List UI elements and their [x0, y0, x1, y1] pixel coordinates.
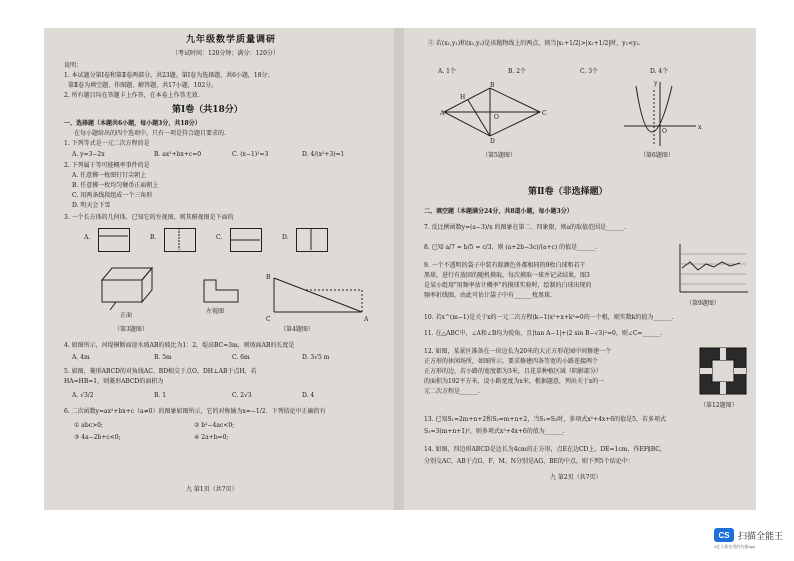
question-9-line2: 黑球，进行有放回的随机摸取，每次摸取一球并记录结果，图3: [424, 272, 590, 279]
note-line: 第Ⅱ卷为填空题、作图题、解答题，共17小题，102分。: [68, 82, 218, 89]
q6-option-a: A. 1个: [438, 68, 456, 75]
fig4-point-b: B: [266, 274, 271, 281]
question-14-line2: 分别交AC、AB于点G、F，M、N分别是AG、BE的中点，则下列5个结论中：: [424, 458, 634, 465]
fig4-point-c: C: [266, 316, 271, 323]
fig5-point-a: A: [440, 110, 445, 117]
question-14-line1: 14. 如图，四边形ABCD是边长为4cm的正方形，点E在边CD上，DE=1cm，作EF∥BC，: [424, 446, 666, 453]
q6-option-b: B. 2个: [508, 68, 527, 75]
mc-section-head: 一、选择题（本题共6小题，每小题3分，共18分）: [64, 120, 201, 127]
camscanner-tagline: 3亿人都在用的扫描App: [714, 544, 756, 549]
fig6-x-label: x: [698, 124, 702, 131]
question-4: 4. 如图所示，河堤横断面迎水坡AB的坡比为1：2，堤高BC=3m，则坡面AB的长度是: [64, 342, 295, 349]
question-5-line1: 5. 如图，菱形ABCD的对角线AC、BD相交于点O，DH⊥AB于点H，若: [64, 368, 257, 375]
question-9-line3: 是某小组用"用频率估计概率"的摸球实验时，绘制的白球出现的: [424, 282, 592, 289]
fig3-cuboid: [94, 256, 164, 312]
scanner-watermark: [714, 528, 784, 549]
part1-title: 第Ⅰ卷（共18分）: [172, 105, 243, 115]
fig4-caption: （第4题图）: [280, 326, 314, 333]
q6-statement-3: ③ 4a−2b+c<0;: [74, 434, 121, 441]
fig5-point-d: D: [490, 138, 495, 145]
exam-page-2: [404, 28, 756, 510]
question-13-line1: 13. 已知S₁=2m+n+2和S₂=m+n+2，当S₁=S₂时，多项式x²+4x+6的值是5，若多项式: [424, 416, 666, 423]
q6-statement-1: ① abc>0;: [74, 422, 103, 429]
mc-section-note: 在每小题给出的四个选项中，只有一项是符合题目要求的.: [74, 130, 226, 137]
fig9-frequency-chart: [674, 240, 750, 298]
fig5-caption: （第5题图）: [482, 152, 516, 159]
fig3-caption: （第3题图）: [114, 326, 148, 333]
q3-option-c: C.: [216, 234, 223, 241]
question-2: 2. 下列属于等可能概率事件的是: [64, 162, 150, 169]
question-12-line4: 的面积为192平方米，设小路宽度为x米，根据题意，列出关于x的一: [424, 378, 605, 385]
page-2-footer: 九 第2页（共7页）: [550, 474, 602, 481]
q4-option-a: A. 4m: [72, 354, 90, 361]
fig6-y-label: y: [654, 80, 658, 87]
q4-option-b: B. 5m: [154, 354, 172, 361]
exam-subtitle: （考试时间：120分钟；满分：120分）: [172, 50, 279, 57]
fig3-left-view-figure: [202, 276, 242, 306]
question-3: 3. 一个长方体的几何体，已知它的左视图，则其俯视图是下面的: [64, 214, 234, 221]
q6-statement-2: ② b²−4ac<0;: [194, 422, 235, 429]
note-line: 1. 本试题分第Ⅰ卷和第Ⅱ卷两部分，共23题。第Ⅰ卷为选择题，共6小题，18分；: [64, 72, 274, 79]
fig6-origin-label: O: [662, 128, 667, 135]
q5-option-a: A. √3/2: [72, 392, 94, 399]
fig5-point-b: B: [490, 82, 495, 89]
q2-option-d: D. 明天会下雪: [72, 202, 111, 209]
q1-option-d: D. 4/(x²+3)=1: [302, 151, 345, 158]
fig6-parabola: [620, 80, 700, 150]
fig4-embankment: [266, 272, 374, 322]
question-11: 11. 在△ABC中，∠A和∠B均为锐角，且|tan A−1|+(2 sin B−√3)²=0，则∠C=______.: [424, 330, 663, 337]
note-line: 2. 所有题目均在答题卡上作答，在本卷上作答无效.: [64, 92, 200, 99]
q6-option-d: D. 4个: [650, 68, 669, 75]
q4-option-d: D. 3√5 m: [302, 354, 330, 361]
q1-option-c: C. (x−1)²=3: [232, 151, 269, 158]
q5-option-d: D. 4: [302, 392, 315, 399]
question-12-line1: 12. 如图，某景区准备在一块边长为20米的大正方形花园中间修建一个: [424, 348, 612, 355]
fill-section-head: 二、填空题（本题满分24分，共8道小题，每小题3分）: [424, 208, 573, 215]
q6-statement-5: ⑤ 若(x₁,y₁)和(x₂,y₂)是该抛物线上的两点，则当|x₁+1/2|>|x₂+1/2|时，y₁<y₂.: [428, 40, 641, 47]
q1-option-a: A. y=3−2x: [72, 151, 105, 158]
exam-title: 九年级数学质量调研: [186, 35, 277, 45]
fig12-garden: [698, 346, 748, 398]
q6-option-c: C. 3个: [580, 68, 599, 75]
q2-option-c: C. 用两条线段组成一个三角形: [72, 192, 153, 199]
question-6: 6. 二次函数y=ax²+bx+c（a≠0）的图象如图所示，它的对称轴为x=−1/2．下列结论中正确的有: [64, 408, 326, 415]
q5-option-c: C. 2√3: [232, 392, 252, 399]
camscanner-name: 扫描全能王: [738, 530, 784, 541]
question-12-line5: 元二次方程是______.: [424, 388, 480, 395]
q3-option-d: D.: [282, 234, 289, 241]
fig9-caption: （第9题图）: [686, 300, 720, 307]
fig12-caption: （第12题图）: [700, 402, 738, 409]
fig5-point-o: O: [494, 114, 499, 121]
fig5-point-c: C: [542, 110, 547, 117]
left-view-label: 左视图: [206, 308, 225, 315]
fig4-point-a: A: [364, 316, 369, 323]
question-9-line4: 频率折线图，由此可估计袋子中有______枚黑球.: [424, 292, 552, 299]
q4-option-c: C. 6m: [232, 354, 250, 361]
question-8: 8. 已知 a/7 = b/5 = c/3，则 (a+2b−3c)/(a+c) 的值是______.: [424, 244, 598, 251]
question-12-line3: 正方形的边，若小路的宽度都为3米，且花草种植区域（阴影部分）: [424, 368, 602, 375]
fig5-point-h: H: [460, 94, 466, 101]
scanned-exam-spread: [44, 28, 756, 510]
question-7: 7. 反比例函数y=(a−3)/x 的图象在第二、四象限，则a的取值范围是______.: [424, 224, 626, 231]
page-gutter: [394, 28, 404, 510]
q2-option-a: A. 任意掷一枚图钉钉尖朝上: [72, 172, 147, 179]
q3-option-a: A.: [84, 234, 91, 241]
q1-option-b: B. ax²+bx+c=0: [154, 151, 202, 158]
q2-option-b: B. 任意掷一枚均匀硬币正面朝上: [72, 182, 159, 189]
question-9-line1: 9. 一个不透明的袋子中装有除颜色外都相同的9枚白球和若干: [424, 262, 586, 269]
camscanner-logo: CS: [714, 528, 734, 542]
page-1-footer: 九 第1页（共7页）: [186, 486, 238, 493]
question-12-line2: 正方形的休闲场所，如图所示，要求修建四条等宽的小路连接两个: [424, 358, 599, 365]
q6-statement-4: ④ 2a+b=0;: [194, 434, 229, 441]
q3-option-b: B.: [150, 234, 157, 241]
question-10: 10. 若x^(m−1)是关于x的一元二次方程(k−1)x²+x+k²=0的一个根，则实数k的值为______.: [424, 314, 674, 321]
question-5-line2: HA=HB=1，则菱形ABCD的面积为: [64, 378, 164, 385]
notes-head: 说明：: [64, 62, 83, 69]
fig6-caption: （第6题图）: [640, 152, 674, 159]
question-13-line2: S₁=3(m+n+1)²，则多项式x²+4x+6的值为______.: [424, 428, 565, 435]
question-1: 1. 下列等式是一元二次方程的是: [64, 140, 150, 147]
front-label: 正面: [120, 312, 133, 319]
exam-page-1: [44, 28, 394, 510]
q5-option-b: B. 1: [154, 392, 167, 399]
part2-title: 第Ⅱ卷（非选择题）: [528, 187, 608, 197]
